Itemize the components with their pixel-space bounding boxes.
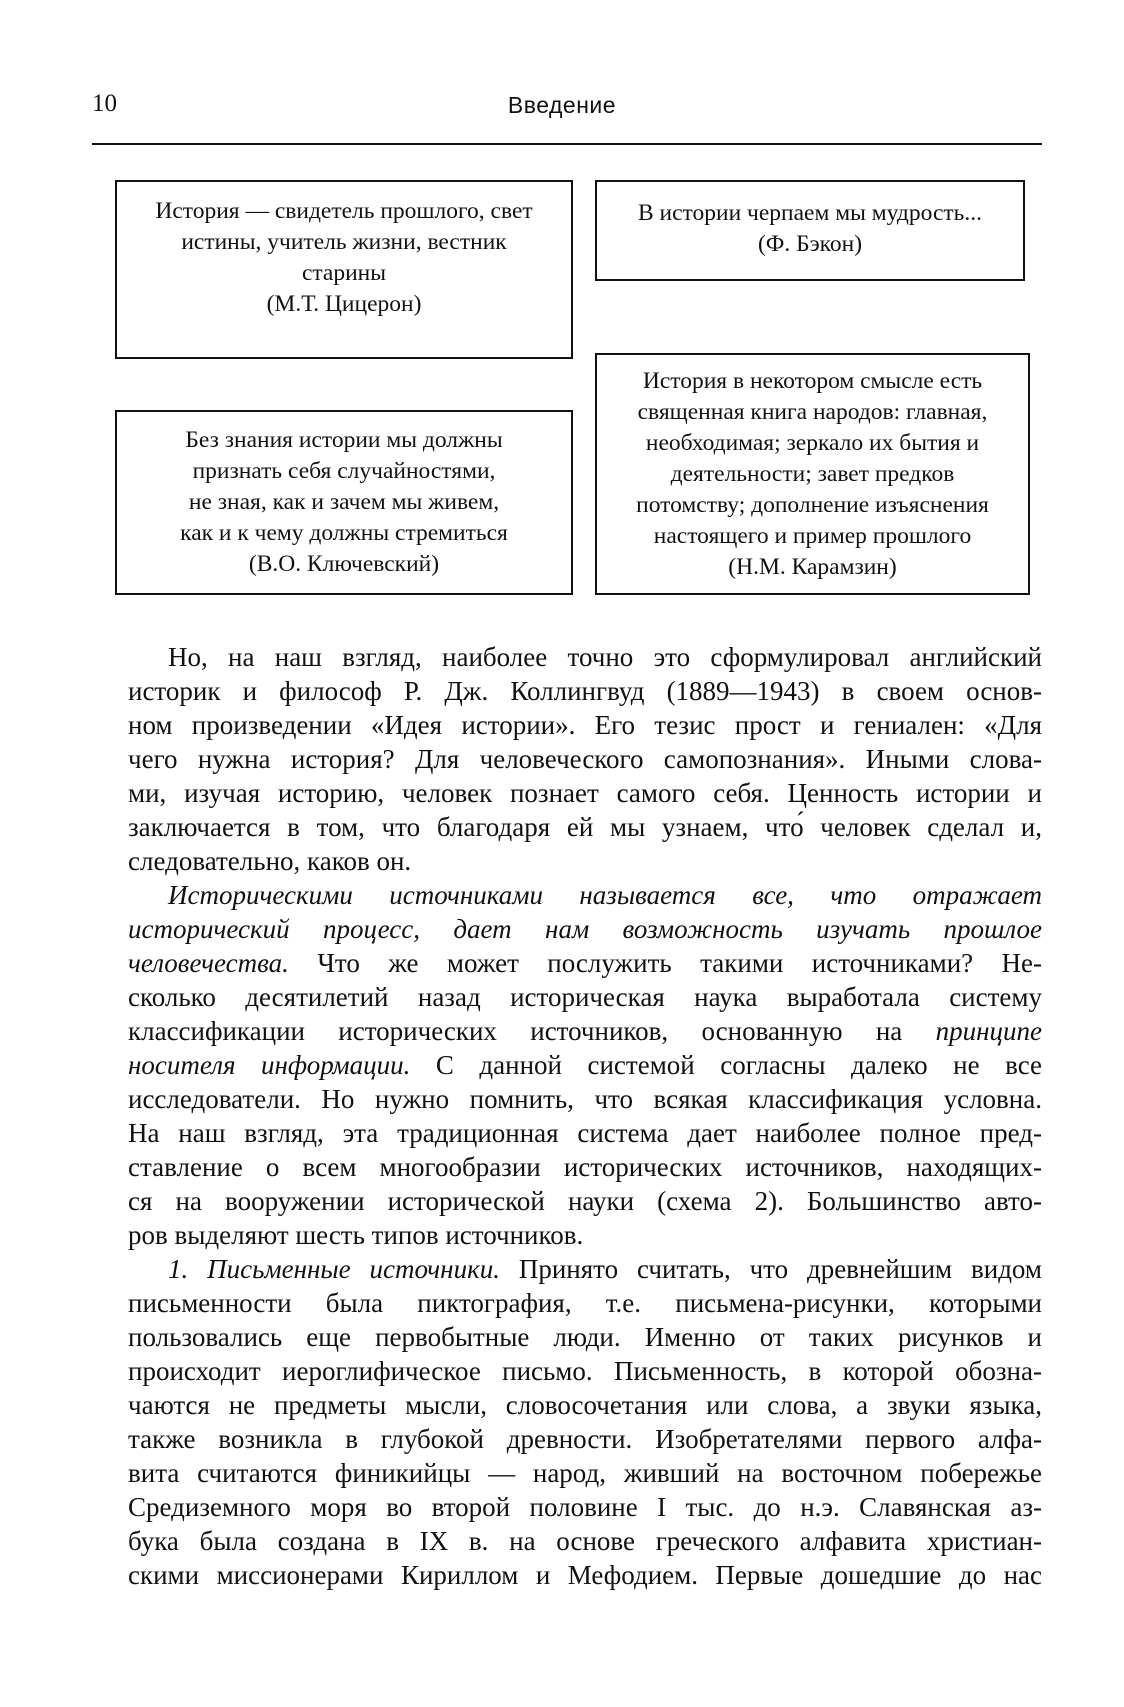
text-line [128,1014,1042,1048]
quote-line: истины, учитель жизни, вестник [181,229,507,255]
text-line: сколько десятилетий назад историческая наука выработала систему [128,982,1042,1012]
quote-box-bacon [595,180,1025,281]
text-run: Принято считать, что древнейшим видом [499,1254,1043,1284]
text-line: вита считаются финикийцы — народ, живший на восточном побережье [128,1458,1042,1488]
quote-line: священная книга народов: главная, [637,398,988,425]
quote-line: В истории черпаем мы мудрость... [638,200,982,226]
text-run: С данной системой согласны далеко не все [410,1050,1042,1080]
text-line: ми, изучая историю, человек познает самого себя. Ценность истории и [128,778,1042,808]
text-line: следовательно, каков он. [128,846,412,876]
emphasis: носителя информации. [128,1050,411,1080]
text-line: историк и философ Р. Дж. Коллингвуд (1889—1943) в своем основ- [128,676,1042,706]
text-run: Что же может послужить такими источниками? Не- [288,948,1042,978]
text-run: классификации исторических источников, основанную на [128,1016,936,1046]
text-line: чего нужна история? Для человеческого самопознания». Иными слова- [128,744,1042,774]
text-line: ров выделяют шесть типов источников. [128,1220,584,1250]
quote-line: История в некотором смысле есть [642,367,983,394]
text-line: Средиземного моря во второй половине I тыс. до н.э. Славянская аз- [128,1492,1042,1522]
header-rule [92,143,1042,145]
text-line: чаются не предметы мысли, словосочетания или слова, а звуки языка, [128,1390,1042,1420]
quote-line: не зная, как и зачем мы живем, [188,489,500,515]
text-line [128,1048,1042,1082]
quote-box-cicero [115,180,573,359]
text-line: пользовались еще первобытные люди. Именно от таких рисунков и [128,1322,1042,1352]
quote-line: необходимая; зеркало их бытия и [645,429,980,456]
quote-box-karamzin [595,353,1030,595]
text-line: исследователи. Но нужно помнить, что всякая классификация условна. [128,1084,1042,1114]
emphasis: принципе [935,1016,1042,1046]
body-text [128,640,1042,1592]
quote-line: потомству; дополнение изъяснения [636,491,989,518]
quote-author: (Ф. Бэкон) [757,231,863,257]
text-line: ставление о всем многообразии исторических источников, находящих- [128,1152,1042,1182]
emphasis: 1. Письменные источники. [168,1254,500,1284]
quote-author: (Н.М. Карамзин) [728,553,897,580]
quote-line: признать себя случайностями, [192,458,496,484]
text-line [128,946,1042,980]
text-line: происходит иероглифическое письмо. Письменность, в которой обозна- [128,1356,1042,1386]
quote-author: (М.Т. Цицерон) [266,291,422,317]
quote-author: (В.О. Ключевский) [248,551,440,577]
text-line: скими миссионерами Кириллом и Мефодием. Первые дошедшие до нас [128,1560,1042,1590]
text-line: письменности была пиктография, т.е. письмена-рисунки, которыми [128,1288,1042,1318]
text-line: ном произведении «Идея истории». Его тезис прост и гениален: «Для [128,710,1042,740]
emphasis: исторический процесс, дает нам возможность изучать прошлое [128,914,1042,944]
running-head: Введение [507,92,617,118]
text-line: заключается в том, что благодаря ей мы узнаем, что́ человек сделал и, [128,812,1042,842]
quote-line: История — свидетель прошлого, свет [155,198,533,224]
quote-line: деятельности; завет предков [670,460,955,487]
text-line: также возникла в глубокой древности. Изобретателями первого алфа- [128,1424,1042,1454]
emphasis: человечества. [128,948,289,978]
text-line [128,1252,1042,1286]
quote-line: Без знания истории мы должны [185,427,503,453]
emphasis: Историческими источниками называется все, что отражает [168,880,1042,910]
page-number: 10 [92,90,117,117]
quote-line: настоящего и пример прошлого [653,522,972,549]
text-line [128,878,1042,912]
quote-line: как и к чему должны стремиться [180,520,508,546]
text-line [128,912,1042,946]
text-line: На наш взгляд, эта традиционная система дает наиболее полное пред- [128,1118,1042,1148]
text-line: ся на вооружении исторической науки (схема 2). Большинство авто- [128,1186,1042,1216]
text-line: Но, на наш взгляд, наиболее точно это сформулировал английский [168,642,1042,672]
quote-line: старины [301,260,387,286]
text-line: бука была создана в IX в. на основе греческого алфавита христиан- [128,1526,1042,1556]
quote-box-kliuchevsky [115,410,573,595]
